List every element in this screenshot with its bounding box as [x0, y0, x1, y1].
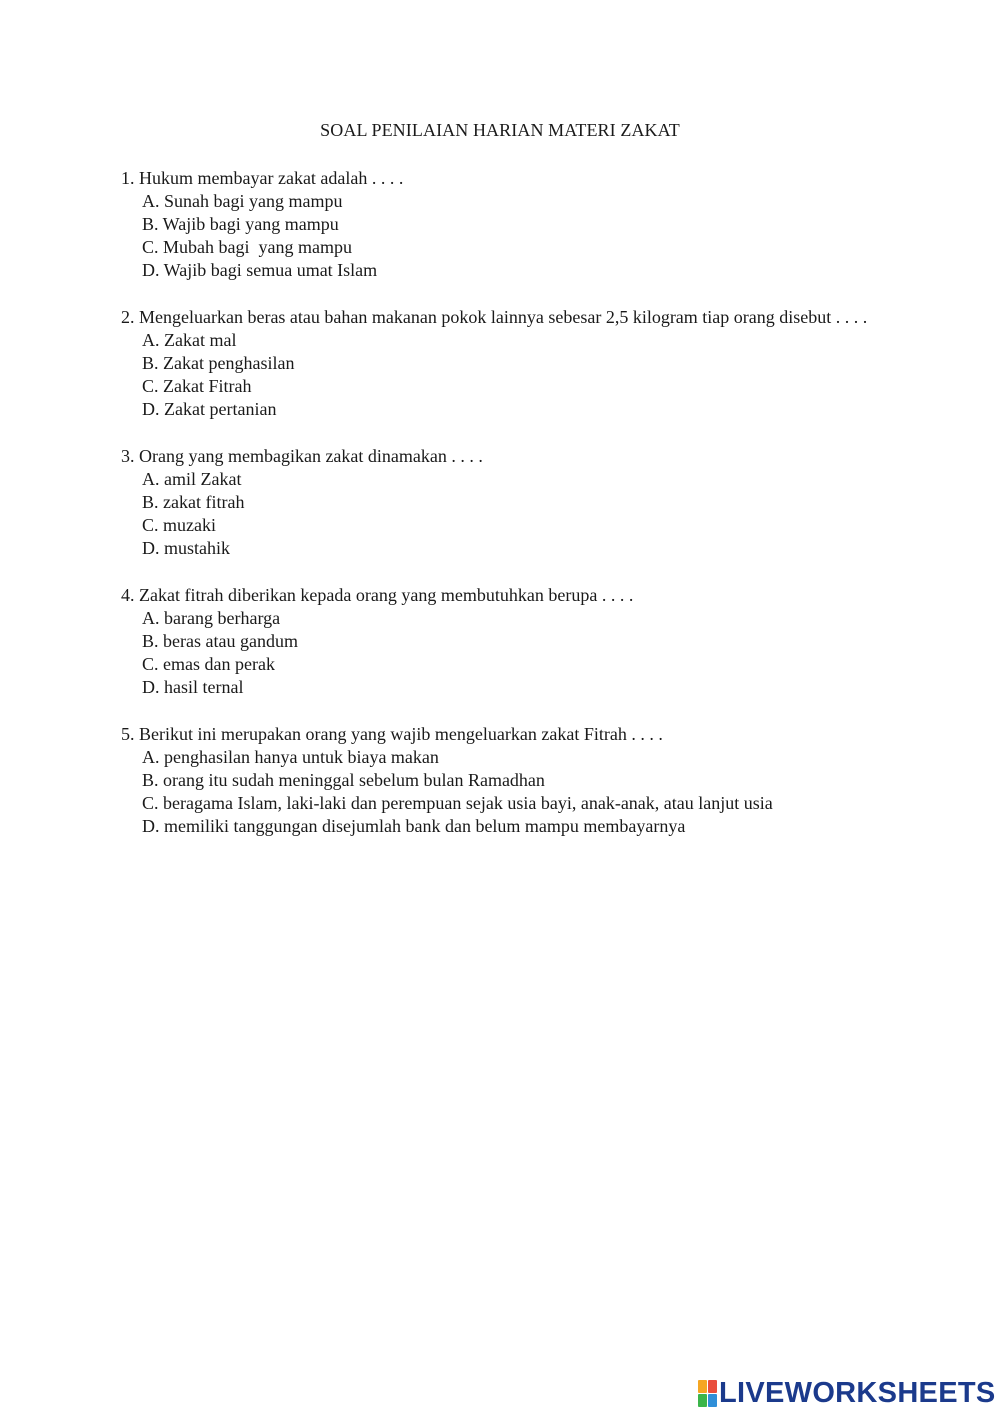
- liveworksheets-logo-icon: [698, 1380, 716, 1406]
- question-text: 2. Mengeluarkan beras atau bahan makanan pokok lainnya sebesar 2,5 kilogram tiap orang disebut . . . .: [121, 307, 868, 327]
- option-list: [121, 746, 881, 838]
- question-text: 4. Zakat fitrah diberikan kepada orang yang membutuhkan berupa . . . .: [121, 585, 634, 605]
- page-title: SOAL PENILAIAN HARIAN MATERI ZAKAT: [320, 120, 680, 140]
- option-b[interactable]: B. zakat fitrah: [142, 492, 245, 512]
- option-b[interactable]: B. orang itu sudah meninggal sebelum bulan Ramadhan: [142, 770, 545, 790]
- option-d[interactable]: D. mustahik: [142, 538, 230, 558]
- question-text: 3. Orang yang membagikan zakat dinamakan . . . .: [121, 446, 483, 466]
- question-4: [121, 584, 881, 699]
- option-d[interactable]: D. memiliki tanggungan disejumlah bank dan belum mampu membayarnya: [142, 816, 686, 836]
- question-list: [121, 167, 881, 862]
- option-list: [121, 607, 881, 699]
- question-text: 5. Berikut ini merupakan orang yang wajib mengeluarkan zakat Fitrah . . . .: [121, 724, 663, 744]
- question-text: 1. Hukum membayar zakat adalah . . . .: [121, 168, 404, 188]
- option-a[interactable]: A. Sunah bagi yang mampu: [142, 191, 343, 211]
- option-b[interactable]: B. Wajib bagi yang mampu: [142, 214, 339, 234]
- liveworksheets-logo: [698, 1379, 996, 1407]
- option-a[interactable]: A. barang berharga: [142, 608, 281, 628]
- option-list: [121, 329, 881, 421]
- option-list: [121, 190, 881, 282]
- option-c[interactable]: C. muzaki: [142, 515, 216, 535]
- question-3: [121, 445, 881, 560]
- option-c[interactable]: C. Zakat Fitrah: [142, 376, 252, 396]
- option-d[interactable]: D. Zakat pertanian: [142, 399, 277, 419]
- option-b[interactable]: B. Zakat penghasilan: [142, 353, 295, 373]
- option-c[interactable]: C. Mubah bagi yang mampu: [142, 237, 352, 257]
- logo-text: LIVEWORKSHEETS: [719, 1377, 996, 1409]
- question-2: [121, 306, 881, 421]
- question-5: [121, 723, 881, 838]
- option-b[interactable]: B. beras atau gandum: [142, 631, 298, 651]
- option-d[interactable]: D. hasil ternal: [142, 677, 244, 697]
- option-c[interactable]: C. beragama Islam, laki-laki dan perempuan sejak usia bayi, anak-anak, atau lanjut usia: [142, 793, 773, 813]
- option-list: [121, 468, 881, 560]
- question-1: [121, 167, 881, 282]
- option-a[interactable]: A. penghasilan hanya untuk biaya makan: [142, 747, 439, 767]
- option-a[interactable]: A. Zakat mal: [142, 330, 237, 350]
- option-a[interactable]: A. amil Zakat: [142, 469, 242, 489]
- option-d[interactable]: D. Wajib bagi semua umat Islam: [142, 260, 378, 280]
- option-c[interactable]: C. emas dan perak: [142, 654, 275, 674]
